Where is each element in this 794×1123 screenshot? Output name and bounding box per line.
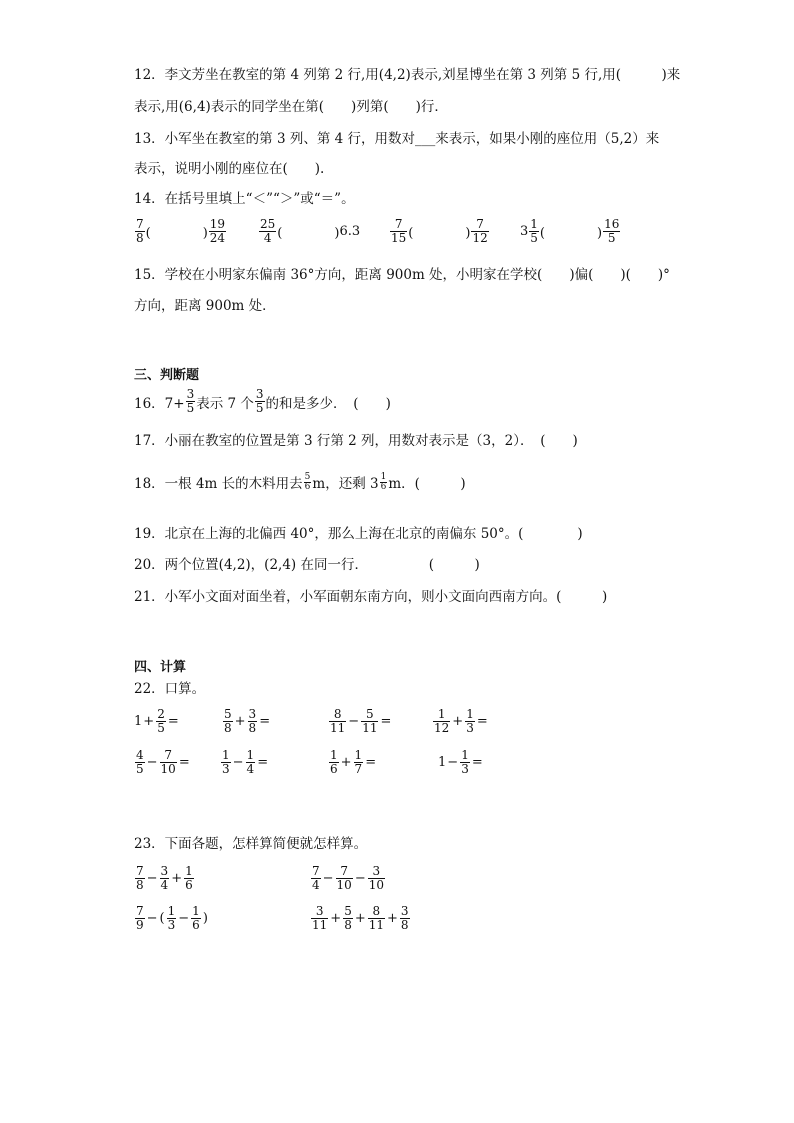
numerator: 7 (136, 904, 144, 918)
numerator: 8 (333, 707, 342, 721)
operator: − (146, 911, 158, 926)
numerator: 1 (192, 904, 200, 918)
denominator: 11 (362, 721, 378, 735)
q18 (134, 472, 466, 492)
denominator: 3 (222, 762, 230, 776)
operator: + (354, 911, 366, 926)
denominator: 3 (461, 762, 469, 776)
operator: + (387, 911, 398, 926)
fraction (223, 708, 233, 735)
q12-line2: 表示,用(6,4)表示的同学坐在第( )列第( )行． (134, 99, 448, 115)
fraction (311, 865, 321, 892)
fraction (329, 749, 339, 776)
numerator: 1 (466, 707, 474, 721)
q22-expression (220, 749, 269, 776)
q18-text: m，还剩 3 (312, 476, 379, 492)
numerator: 1 (330, 748, 338, 762)
operator: − (232, 755, 244, 770)
numerator: 1 (461, 748, 469, 762)
q14-line1: 14．在括号里填上“＜”“＞”或“＝”。 (134, 191, 355, 207)
operator: = (259, 714, 271, 729)
fraction: $\frac{25}{4}$ (260, 217, 276, 245)
q20: 20．两个位置(4,2)，(2,4) 在同一行． ( ) (134, 557, 480, 573)
fraction: $\frac{5}{6}$ (304, 471, 311, 492)
mixed-whole: 3 (520, 224, 529, 239)
fraction (311, 905, 328, 932)
fraction (354, 749, 364, 776)
numerator: 5 (366, 707, 374, 721)
operator: = (380, 714, 392, 729)
fraction (460, 749, 470, 776)
fraction: $\frac{16}{5}$ (604, 217, 620, 245)
fraction (361, 708, 378, 735)
numerator: 2 (157, 707, 165, 721)
numerator: 1 (437, 707, 446, 721)
numerator: 3 (372, 864, 381, 878)
numerator: 7 (136, 864, 144, 878)
operator: + (143, 714, 155, 729)
q23-expression (134, 905, 209, 932)
answer-blank[interactable]: ( ) (145, 226, 208, 241)
q23-title: 23．下面各题，怎样算简便就怎样算。 (134, 836, 368, 852)
operator: + (452, 714, 464, 729)
operator: − (348, 714, 360, 729)
denominator: 8 (248, 721, 257, 735)
q23-expression (134, 865, 195, 892)
decimal-value: 6.3 (339, 224, 361, 239)
q22-expression (134, 749, 191, 776)
q22-expression (438, 749, 484, 776)
denominator: 7 (354, 762, 363, 776)
numerator: 7 (312, 864, 320, 878)
numerator: 7 (340, 864, 348, 878)
fraction (246, 749, 256, 776)
whole-number: 1 (438, 755, 447, 770)
denominator: 8 (136, 878, 144, 892)
numerator: 1 (222, 748, 230, 762)
section-heading-calculation: 四、计算 (134, 660, 187, 675)
q19: 19．北京在上海的北偏西 40°，那么上海在北京的南偏东 50°。( ) (134, 526, 583, 542)
answer-blank[interactable]: ( ) (277, 226, 340, 241)
operator: − (447, 755, 459, 770)
fraction (329, 708, 346, 735)
numerator: 3 (400, 904, 409, 918)
denominator: 3 (167, 918, 176, 932)
numerator: 5 (224, 707, 232, 721)
fraction (400, 905, 410, 932)
answer-blank[interactable]: ( ) (408, 226, 471, 241)
denominator: 12 (434, 721, 450, 735)
numerator: 3 (248, 707, 257, 721)
q22-title: 22．口算。 (134, 681, 206, 697)
operator: − (178, 911, 190, 926)
numerator: 4 (136, 748, 144, 762)
q22-expression (432, 708, 489, 735)
denominator: 10 (368, 878, 385, 892)
operator: = (178, 755, 190, 770)
fraction: $\frac{7}{15}$ (391, 217, 407, 245)
numerator: 1 (354, 748, 363, 762)
operator: = (471, 755, 483, 770)
numerator: 1 (185, 864, 193, 878)
denominator: 6 (330, 762, 338, 776)
q14-item-3 (389, 218, 490, 245)
q22-expression (328, 749, 377, 776)
operator: − (146, 755, 158, 770)
denominator: 10 (336, 878, 352, 892)
numerator: 1 (246, 748, 255, 762)
fraction: $\frac{1}{5}$ (530, 217, 538, 245)
fraction (343, 905, 353, 932)
denominator: 11 (368, 918, 385, 932)
denominator: 11 (312, 918, 328, 932)
operator: = (257, 755, 269, 770)
numerator: 7 (164, 748, 172, 762)
q16-text: 16．7+ (134, 395, 185, 412)
numerator: 1 (167, 904, 176, 918)
q23-expression (310, 905, 411, 932)
q16 (134, 388, 391, 415)
fraction (221, 749, 231, 776)
fraction (135, 865, 145, 892)
fraction: $\frac{1}{6}$ (380, 471, 387, 492)
fraction (191, 905, 201, 932)
fraction (135, 749, 145, 776)
fraction: $\frac{3}{5}$ (255, 387, 264, 415)
q15-line1: 15．学校在小明家东偏南 36°方向，距离 900m 处，小明家在学校( )偏( )( )° (134, 267, 670, 283)
fraction (248, 708, 258, 735)
q14-item-4 (520, 218, 621, 245)
fraction (184, 865, 194, 892)
denominator: 4 (312, 878, 320, 892)
fraction (368, 905, 385, 932)
numerator: 8 (372, 904, 381, 918)
operator: + (234, 714, 246, 729)
q13-line2: 表示，说明小刚的座位在( ). (134, 161, 325, 177)
operator: − (146, 871, 158, 886)
denominator: 4 (160, 878, 169, 892)
fraction: $\frac{7}{12}$ (472, 217, 488, 245)
denominator: 9 (136, 918, 144, 932)
operator: − (322, 871, 334, 886)
q17: 17．小丽在教室的位置是第 3 行第 2 列，用数对表示是（3，2）． ( ) (134, 433, 578, 449)
fraction (156, 708, 166, 735)
q22-expression (222, 708, 271, 735)
denominator: 8 (400, 918, 409, 932)
numerator: 3 (160, 864, 169, 878)
operator: = (476, 714, 488, 729)
operator: + (330, 911, 342, 926)
fraction: $\frac{19}{24}$ (209, 217, 226, 245)
numerator: 5 (344, 904, 352, 918)
fraction (135, 905, 145, 932)
section-heading-judgement: 三、判断题 (134, 368, 200, 383)
fraction (160, 749, 177, 776)
q22-expression (328, 708, 392, 735)
q12-line1: 12．李文芳坐在教室的第 4 列第 2 行,用(4,2)表示,刘星博坐在第 3 列第 5 行,用( )来 (134, 67, 681, 83)
operator: − (354, 871, 366, 886)
fraction (465, 708, 475, 735)
denominator: 11 (330, 721, 346, 735)
operator: ) (202, 911, 208, 926)
q22-expression (134, 708, 180, 735)
q14-item-1 (134, 218, 227, 245)
fraction: $\frac{3}{5}$ (186, 387, 195, 415)
fraction: $\frac{7}{8}$ (136, 217, 144, 245)
denominator: 5 (136, 762, 144, 776)
q16-text: 的和是多少． ( ) (265, 395, 391, 412)
denominator: 6 (185, 878, 193, 892)
denominator: 5 (157, 721, 165, 735)
q21: 21．小军小文面对面坐着，小军面朝东南方向，则小文面向西南方向。( ) (134, 589, 608, 605)
q18-text: 18．一根 4m 长的木料用去 (134, 476, 303, 492)
operator: ( (159, 911, 165, 926)
q13-line1: 13．小军坐在教室的第 3 列、第 4 行，用数对___来表示，如果小刚的座位用（5,2）来 (134, 131, 660, 147)
operator: = (365, 755, 377, 770)
q14-item-2 (258, 218, 360, 245)
operator: = (167, 714, 179, 729)
numerator: 3 (315, 904, 324, 918)
fraction (336, 865, 353, 892)
denominator: 3 (466, 721, 474, 735)
q15-line2: 方向，距离 900m 处． (134, 298, 276, 314)
q18-text: m．( ) (388, 476, 466, 492)
denominator: 6 (192, 918, 200, 932)
denominator: 8 (344, 918, 352, 932)
fraction (167, 905, 177, 932)
q16-text: 表示 7 个 (196, 395, 254, 412)
operator: + (340, 755, 352, 770)
answer-blank[interactable]: ( ) (539, 226, 603, 241)
fraction (433, 708, 450, 735)
q23-expression (310, 865, 386, 892)
whole-number: 1 (134, 714, 143, 729)
denominator: 4 (246, 762, 255, 776)
operator: + (171, 871, 183, 886)
fraction (160, 865, 170, 892)
denominator: 10 (160, 762, 176, 776)
fraction (368, 865, 385, 892)
denominator: 8 (224, 721, 232, 735)
